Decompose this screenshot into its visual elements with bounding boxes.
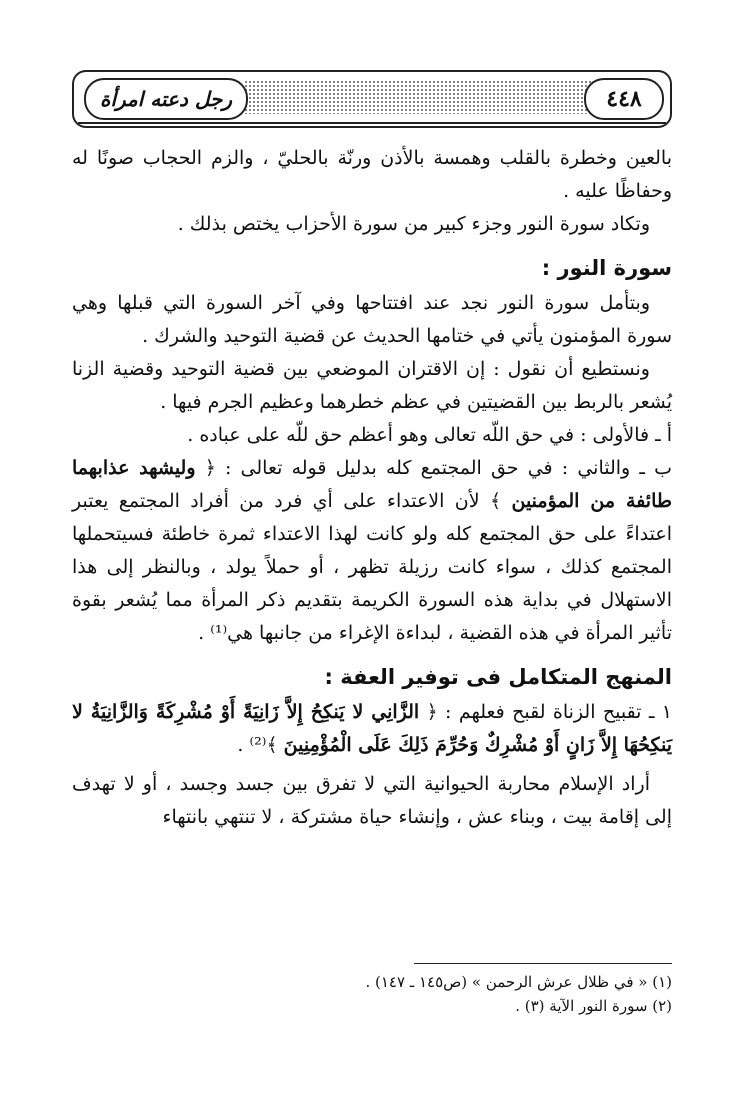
paragraph-1: بالعين وخطرة بالقلب وهمسة بالأذن ورنّة بالحليّ ، والزم الحجاب صونًا له وحفاظًا عليه .: [72, 147, 672, 202]
paragraph-2: وتكاد سورة النور وجزء كبير من سورة الأحزاب يختص بذلك .: [177, 213, 650, 235]
quran-quote-1: وليشهد عذابهما طائفة من المؤمنين: [72, 457, 673, 512]
paragraph-5: أ ـ فالأولى : في حق اللّه تعالى وهو أعظم حق للّه على عباده .: [187, 424, 672, 446]
page-number: ٤٤٨: [584, 78, 664, 120]
quran-quote-2: الزَّانِي لا يَنكِحُ إِلاَّ زَانِيَةً أَوْ مُشْرِكَةً وَالزَّانِيَةُ لا يَنكِحُهَا إِلاَّ زَانٍ أَوْ مُشْرِكٌ وَحُرِّمَ ذَلِكَ عَلَى الْمُؤْمِنِينَ: [72, 701, 672, 756]
footnote-separator: [414, 963, 672, 964]
section-heading-integrated-method: المنهج المتكامل فى توفير العفة :: [324, 665, 672, 689]
header-ornament-pattern: [244, 80, 596, 114]
footnote-1: (١) « في ظلال عرش الرحمن » (ص١٤٥ ـ ١٤٧) .: [365, 973, 672, 991]
footnote-2: (٢) سورة النور الآية (٣) .: [515, 997, 672, 1015]
paragraph-6-rest: ﴾ لأن الاعتداء على أي فرد من أفراد المجتمع يعتبر اعتداءً على حق المجتمع كله ولو كانت لهذا الاعتداء ثمرة خاطئة فسيتحملها المجتمع كذلك ، سواء كانت رزيلة تظهر ، أو حملاً يولد ، وبالنظر إلى هذا الاستهلال في بداية هذه السورة الكريمة بتقديم ذكر المرأة مما يُشعر بقوة تأثير المرأة في هذه القضية ، لبداءة الإغراء من جانبها هي⁽¹⁾ .: [72, 490, 672, 644]
paragraph-7-end: ﴾⁽²⁾ .: [237, 734, 284, 756]
paragraph-4: ونستطيع أن نقول : إن الاقتران الموضعي بين قضية التوحيد وقضية الزنا يُشعر بالربط بين القضيتين في عظم خطرهما وعظيم الجرم فيها .: [72, 358, 672, 413]
header-underline: [78, 122, 666, 124]
paragraph-6-intro: ب ـ والثاني : في حق المجتمع كله بدليل قوله تعالى : ﴿: [195, 457, 672, 479]
footnotes: [72, 970, 672, 1018]
paragraph-7: [72, 696, 672, 762]
paragraph-6: [72, 452, 672, 650]
page-body: [72, 142, 672, 834]
book-title: رجل دعته امرأة: [84, 78, 248, 120]
section-heading-surat-al-nur: سورة النور :: [541, 256, 672, 280]
paragraph-8: أراد الإسلام محاربة الحيوانية التي لا تفرق بين جسد وجسد ، أو لا تهدف إلى إقامة بيت ، وبناء عش ، وإنشاء حياة مشتركة ، لا تنتهي بانتهاء: [72, 773, 672, 828]
page-header: [72, 70, 672, 128]
paragraph-3: وبتأمل سورة النور نجد عند افتتاحها وفي آخر السورة التي قبلها وهي سورة المؤمنون يأتي في ختامها الحديث عن قضية التوحيد والشرك .: [72, 292, 672, 347]
paragraph-7-intro: ١ ـ تقبيح الزناة لقبح فعلهم : ﴿: [419, 701, 672, 723]
